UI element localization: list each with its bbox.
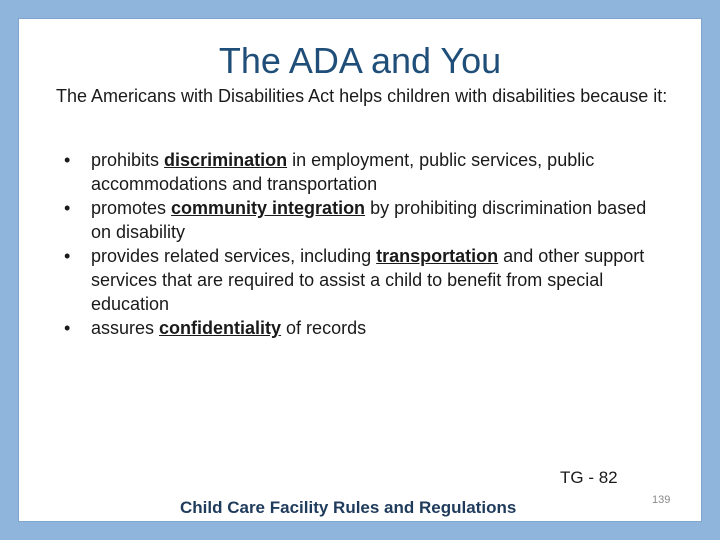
bullet-keyword: transportation: [376, 246, 499, 266]
bullet-dot: •: [64, 150, 71, 170]
bullet-keyword: discrimination: [164, 150, 288, 170]
page-number: 139: [652, 494, 671, 506]
bullet-dot: •: [64, 318, 71, 338]
bullet-item: [56, 196, 666, 244]
intro-text: The Americans with Disabilities Act helps children with disabilities because it:: [56, 86, 668, 106]
bullet-dot: •: [64, 198, 71, 218]
bullet-text: of records: [281, 318, 367, 338]
bullet-text: and other support services that are required to assist a child to benefit from special education: [91, 246, 645, 314]
bullet-item: [56, 316, 666, 340]
bullet-text: in employment, public services, public accommodations and transportation: [91, 150, 595, 194]
bullet-text: prohibits: [91, 150, 165, 170]
bullet-list: [56, 148, 666, 340]
bullet-item: [56, 148, 666, 196]
bullet-text: provides related services, including: [91, 246, 377, 266]
footer-title: Child Care Facility Rules and Regulations: [180, 498, 517, 517]
bullet-text: by prohibiting discrimination based on disability: [91, 198, 647, 242]
bullet-text: assures: [91, 318, 160, 338]
slide-title: The ADA and You: [218, 40, 502, 81]
bullet-text: promotes: [91, 198, 172, 218]
bullet-dot: •: [64, 246, 71, 266]
bullet-item: [56, 244, 666, 316]
bullet-keyword: community integration: [171, 198, 366, 218]
bullet-keyword: confidentiality: [159, 318, 282, 338]
tg-code: TG - 82: [560, 468, 618, 487]
